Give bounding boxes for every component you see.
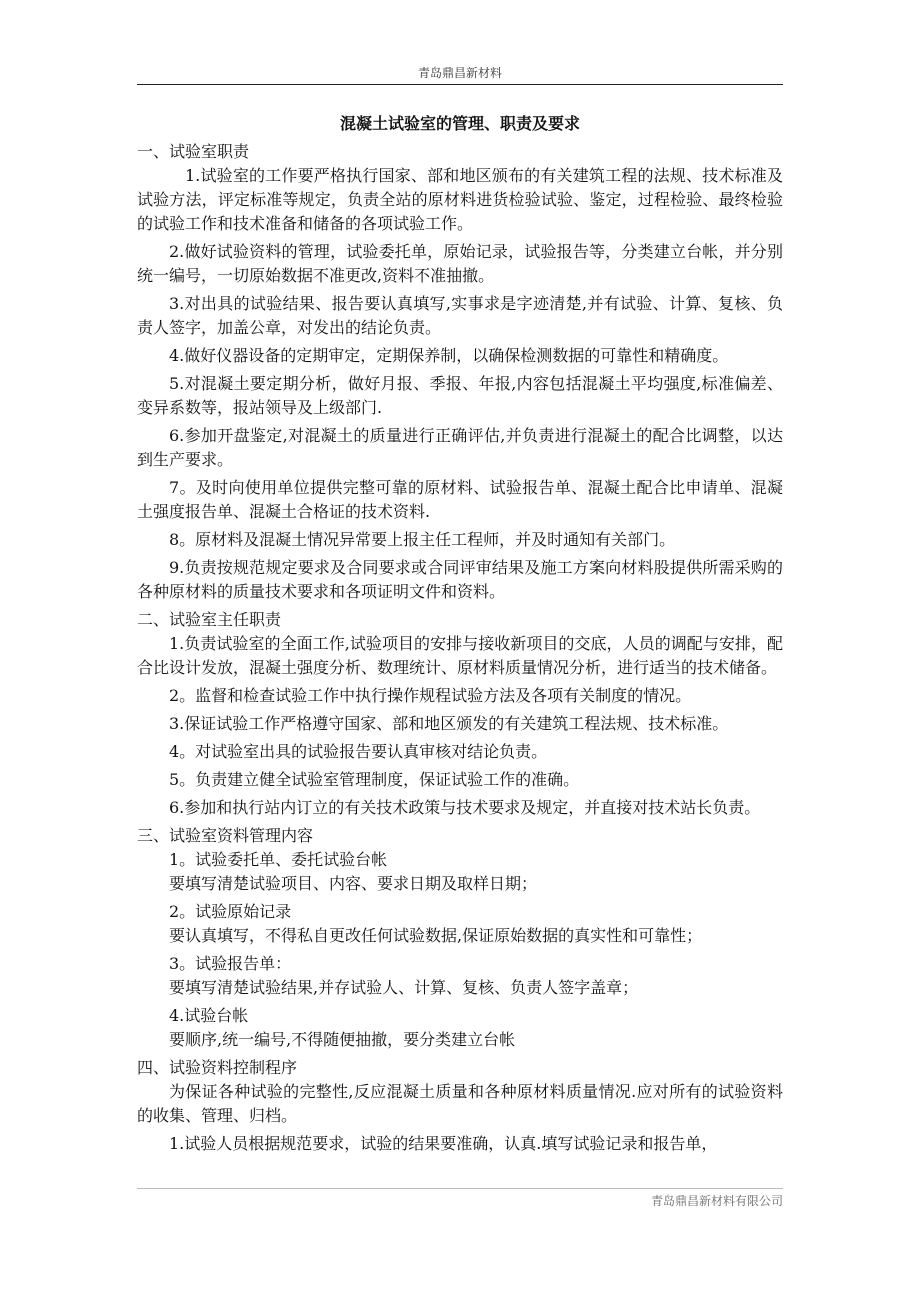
footer-divider [137,1188,783,1189]
document-title: 混凝土试验室的管理、职责及要求 [339,114,580,133]
section1-item-7: 7。及时向使用单位提供完整可靠的原材料、试验报告单、混凝土配合比申请单、混凝土强度报告单、混凝土合格证的技术资料. [137,478,783,521]
section-heading-1: 一、试验室职责 [137,142,250,161]
section2-item-3: 3.保证试验工作严格遵守国家、部和地区颁发的有关建筑工程法规、技术标准。 [169,714,729,733]
section-heading-4: 四、试验资料控制程序 [137,1058,298,1077]
section2-item-1: 1.负责试验室的全面工作,试验项目的安排与接收新项目的交底，人员的调配与安排，配合比设计发放，混凝土强度分析、数理统计、原材料质量情况分析，进行适当的技术储备。 [137,634,783,677]
section2-item-5: 5。负责建立健全试验室管理制度，保证试验工作的准确。 [169,770,580,789]
section3-item-1-title: 1。试验委托单、委托试验台帐 [169,850,388,869]
section1-item-6: 6.参加开盘鉴定,对混凝土的质量进行正确评估,并负责进行混凝土的配合比调整，以达到生产要求。 [137,426,783,469]
section2-item-6: 6.参加和执行站内订立的有关技术政策与技术要求及规定，并直接对技术站长负责。 [169,798,761,817]
section4-item-1: 1.试验人员根据规范要求，试验的结果要准确，认真.填写试验记录和报告单， [169,1134,718,1153]
section2-item-2: 2。监督和检查试验工作中执行操作规程试验方法及各项有关制度的情况。 [169,686,692,705]
section3-item-3-title: 3。试验报告单： [169,954,292,973]
section1-item-3: 3.对出具的试验结果、报告要认真填写,实事求是字迹清楚,并有试验、计算、复核、负责人签字，加盖公章，对发出的结论负责。 [137,294,783,337]
section2-item-4: 4。对试验室出具的试验报告要认真审核对结论负责。 [169,742,548,761]
section3-item-4-body: 要顺序,统一编号,不得随便抽撤，要分类建立台帐 [169,1030,516,1049]
section1-item-9: 9.负责按规范规定要求及合同要求或合同评审结果及施工方案向材料股提供所需采购的各种原材料的质量技术要求和各项证明文件和资料。 [137,558,783,601]
document-body [137,112,783,1160]
section3-item-3-body: 要填写清楚试验结果,并存试验人、计算、复核、负责人签字盖章； [169,978,639,997]
section1-item-2: 2.做好试验资料的管理，试验委托单，原始记录，试验报告等，分类建立台帐，并分别统一编号，一切原始数据不准更改,资料不准抽撤。 [137,242,783,285]
header-divider [137,84,783,85]
section3-item-1-body: 要填写清楚试验项目、内容、要求日期及取样日期； [169,874,538,893]
section3-item-2-body: 要认真填写，不得私自更改任何试验数据,保证原始数据的真实性和可靠性； [169,926,703,945]
section1-item-4: 4.做好仪器设备的定期审定，定期保养制，以确保检测数据的可靠性和精确度。 [169,346,729,365]
section1-item-5: 5.对混凝土要定期分析，做好月报、季报、年报,内容包括混凝土平均强度,标准偏差、变异系数等，报站领导及上级部门. [137,374,783,417]
section4-intro: 为保证各种试验的完整性,反应混凝土质量和各种原材料质量情况.应对所有的试验资料的收集、管理、归档。 [137,1082,783,1125]
section1-item-8: 8。原材料及混凝土情况异常要上报主任工程师，并及时通知有关部门。 [169,530,676,549]
section3-item-2-title: 2。试验原始记录 [169,902,292,921]
page-footer: 青岛鼎昌新材料有限公司 [650,1194,783,1208]
section3-item-4-title: 4.试验台帐 [169,1006,249,1025]
section-heading-2: 二、试验室主任职责 [137,610,282,629]
page-header: 青岛鼎昌新材料 [417,66,502,80]
section-heading-3: 三、试验室资料管理内容 [137,826,314,845]
section1-item-1: 1.试验室的工作要严格执行国家、部和地区颁布的有关建筑工程的法规、技术标准及试验方法，评定标准等规定，负责全站的原材料进货检验试验、鉴定，过程检验、最终检验的试验工作和技术准备和储备的各项试验工作。 [137,166,783,233]
